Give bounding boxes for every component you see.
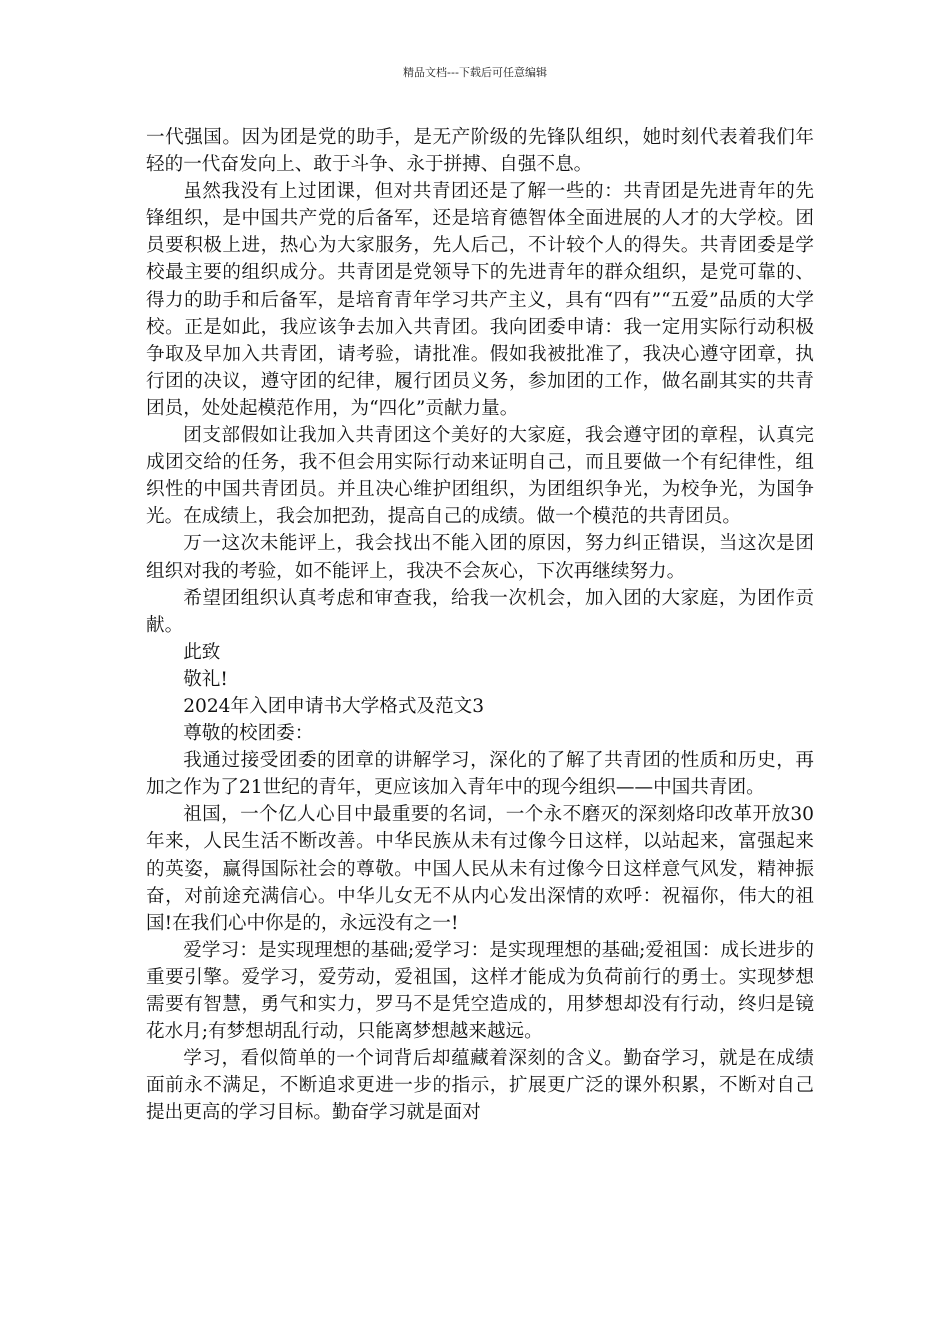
paragraph: 团支部假如让我加入共青团这个美好的大家庭，我会遵守团的章程，认真完成团交给的任务，我不但会用实际行动来证明自己，而且要做一个有纪律性，组织性的中国共青团员。并且决心维护团组织，为团组织争光，为校争光，为国争光。在成绩上，我会加把劲，提高自己的成绩。做一个模范的共青团员。	[146, 425, 814, 528]
greeting: 尊敬的校团委：	[183, 723, 314, 745]
closing-regards: 敬礼!	[183, 668, 228, 690]
paragraph: 我通过接受团委的团章的讲解学习，深化的了解了共青团的性质和历史，再加之作为了21世纪的青年，更应该加入青年中的现今组织——中国共青团。	[146, 750, 814, 799]
paragraph: 爱学习：是实现理想的基础;爱学习：是实现理想的基础;爱祖国：成长进步的重要引擎。爱学习，爱劳动，爱祖国，这样才能成为负荷前行的勇士。实现梦想需要有智慧，勇气和实力，罗马不是凭空造成的，用梦想却没有行动，终归是镜花水月;有梦想胡乱行动，只能离梦想越来越远。	[146, 939, 814, 1043]
paragraph: 万一这次未能评上，我会找出不能入团的原因，努力纠正错误，当这次是团组织对我的考验，如不能评上，我决不会灰心，下次再继续努力。	[146, 533, 814, 582]
closing-salutation: 此致	[183, 641, 221, 663]
paragraph: 一代强国。因为团是党的助手，是无产阶级的先锋队组织，她时刻代表着我们年轻的一代奋发向上、敢于斗争、永于拼搏、自强不息。	[146, 127, 814, 176]
paragraph: 希望团组织认真考虑和审查我，给我一次机会，加入团的大家庭，为团作贡献。	[146, 587, 814, 636]
paragraph: 学习，看似简单的一个词背后却蕴藏着深刻的含义。勤奋学习，就是在成绩面前永不满足，不断追求更进一步的指示，扩展更广泛的课外积累，不断对自己提出更高的学习目标。勤奋学习就是面对	[146, 1048, 814, 1124]
document-body	[146, 124, 814, 1126]
section-title: 2024年入团申请书大学格式及范文3	[183, 695, 485, 717]
paragraph: 祖国，一个亿人心目中最重要的名词，一个永不磨灭的深刻烙印改革开放30年来，人民生活不断改善。中华民族从未有过像今日这样，以站起来，富强起来的英姿，赢得国际社会的尊敬。中国人民从未有过像今日这样意气风发，精神振奋，对前途充满信心。中华儿女无不从内心发出深情的欢呼：祝福你，伟大的祖国!在我们心中你是的，永远没有之一!	[146, 804, 814, 934]
paragraph: 虽然我没有上过团课，但对共青团还是了解一些的：共青团是先进青年的先锋组织，是中国共产党的后备军，还是培育德智体全面进展的人才的大学校。团员要积极上进，热心为大家服务，先人后己，不计较个人的得失。共青团委是学校最主要的组织成分。共青团是党领导下的先进青年的群众组织，是党可靠的、得力的助手和后备军，是培育青年学习共产主义，具有“四有”“五爱”品质的大学校。正是如此，我应该争去加入共青团。我向团委申请：我一定用实际行动积极争取及早加入共青团，请考验，请批准。假如我被批准了，我决心遵守团章，执行团的决议，遵守团的纪律，履行团员义务，参加团的工作，做名副其实的共青团员，处处起模范作用，为“四化”贡献力量。	[146, 181, 814, 419]
page-header: 精品文档---下载后可任意编辑	[403, 66, 547, 79]
